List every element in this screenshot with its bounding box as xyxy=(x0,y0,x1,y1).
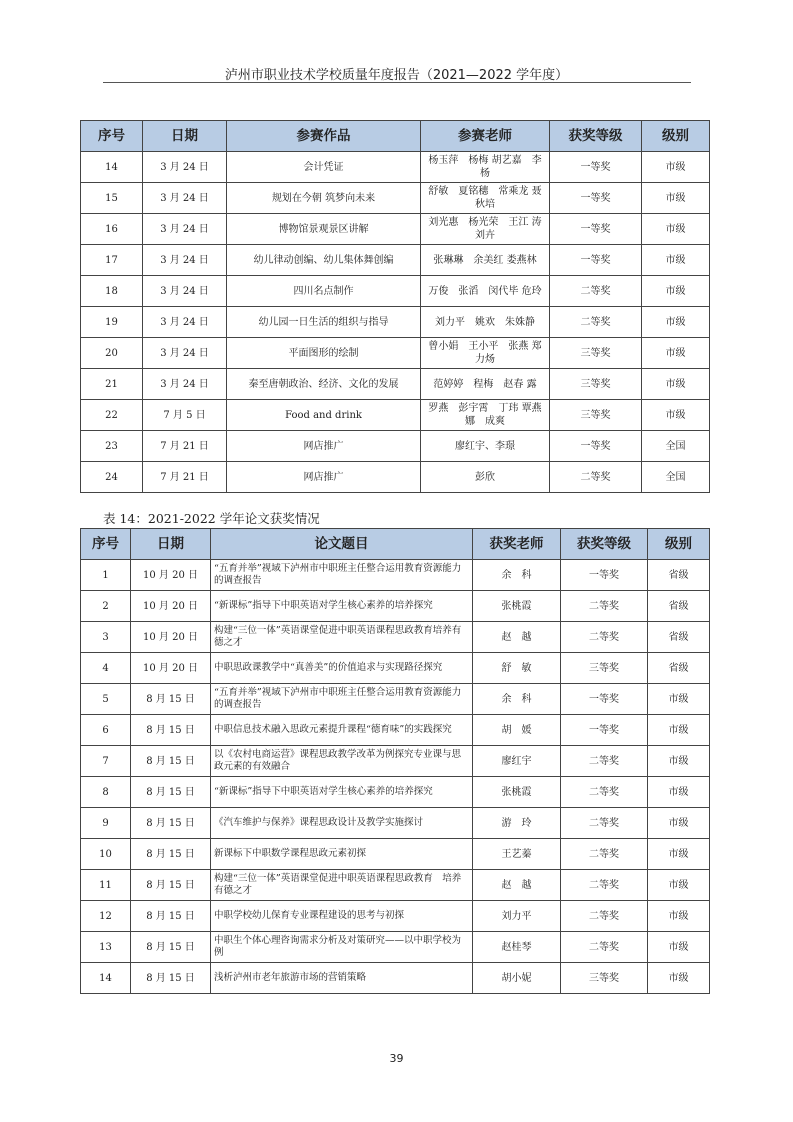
page-header-title: 泸州市职业技术学校质量年度报告（2021—2022 学年度） xyxy=(224,68,569,83)
cell-teachers: 张琳琳 余美红 娄燕林 xyxy=(421,245,550,276)
table-row xyxy=(81,808,710,839)
col-header-index: 序号 xyxy=(81,121,143,152)
cell-index: 2 xyxy=(81,591,131,622)
col-header-paper-title: 论文题目 xyxy=(211,529,473,560)
table-row xyxy=(81,245,710,276)
cell-index: 19 xyxy=(81,307,143,338)
cell-entry: 幼儿律动创编、幼儿集体舞创编 xyxy=(227,245,421,276)
cell-index: 1 xyxy=(81,560,131,591)
cell-level: 市级 xyxy=(648,684,710,715)
cell-paper-title: “五育并举”视域下泸州市中职班主任整合运用教育资源能力的调查报告 xyxy=(211,560,473,591)
table-row xyxy=(81,400,710,431)
cell-paper-title: 中职生个体心理咨询需求分析及对策研究——以中职学校为例 xyxy=(211,932,473,963)
cell-teachers: 廖红宇、李璟 xyxy=(421,431,550,462)
cell-date: 3 月 24 日 xyxy=(143,183,227,214)
cell-date: 7 月 21 日 xyxy=(143,462,227,493)
page-number: 39 xyxy=(389,1052,404,1065)
cell-entry: 会计凭证 xyxy=(227,152,421,183)
table-row xyxy=(81,839,710,870)
col-header-entry: 参赛作品 xyxy=(227,121,421,152)
cell-index: 14 xyxy=(81,152,143,183)
table-body xyxy=(81,560,710,994)
cell-paper-title: 新课标下中职数学课程思政元素初探 xyxy=(211,839,473,870)
cell-date: 8 月 15 日 xyxy=(131,870,211,901)
cell-level: 市级 xyxy=(642,369,710,400)
cell-date: 8 月 15 日 xyxy=(131,808,211,839)
cell-level: 市级 xyxy=(648,901,710,932)
table-row xyxy=(81,338,710,369)
cell-award: 二等奖 xyxy=(561,746,648,777)
cell-paper-title: “新课标”指导下中职英语对学生核心素养的培养探究 xyxy=(211,591,473,622)
cell-index: 5 xyxy=(81,684,131,715)
cell-level: 市级 xyxy=(648,746,710,777)
cell-date: 8 月 15 日 xyxy=(131,746,211,777)
cell-teacher: 廖红宇 xyxy=(473,746,561,777)
cell-teachers: 杨玉萍 杨梅 胡艺嘉 李杨 xyxy=(421,152,550,183)
paper-awards-table xyxy=(80,528,710,994)
cell-teachers: 刘光惠 杨光荣 王江 涛 刘卉 xyxy=(421,214,550,245)
col-header-teacher: 获奖老师 xyxy=(473,529,561,560)
cell-paper-title: 《汽车维护与保养》课程思政设计及教学实施探讨 xyxy=(211,808,473,839)
cell-level: 省级 xyxy=(648,622,710,653)
cell-teacher: 胡 媛 xyxy=(473,715,561,746)
cell-award: 二等奖 xyxy=(561,901,648,932)
cell-index: 7 xyxy=(81,746,131,777)
col-header-level: 级别 xyxy=(648,529,710,560)
cell-teacher: 赵 越 xyxy=(473,870,561,901)
cell-index: 15 xyxy=(81,183,143,214)
cell-index: 24 xyxy=(81,462,143,493)
cell-date: 10 月 20 日 xyxy=(131,591,211,622)
cell-index: 20 xyxy=(81,338,143,369)
cell-date: 8 月 15 日 xyxy=(131,932,211,963)
table-row xyxy=(81,462,710,493)
table-row xyxy=(81,746,710,777)
cell-date: 10 月 20 日 xyxy=(131,653,211,684)
cell-date: 3 月 24 日 xyxy=(143,338,227,369)
cell-level: 全国 xyxy=(642,462,710,493)
cell-teacher: 赵桂琴 xyxy=(473,932,561,963)
cell-level: 省级 xyxy=(648,591,710,622)
cell-award: 一等奖 xyxy=(561,560,648,591)
cell-date: 7 月 21 日 xyxy=(143,431,227,462)
cell-date: 3 月 24 日 xyxy=(143,245,227,276)
cell-award: 三等奖 xyxy=(550,369,642,400)
cell-level: 省级 xyxy=(648,653,710,684)
cell-award: 一等奖 xyxy=(561,715,648,746)
cell-index: 22 xyxy=(81,400,143,431)
col-header-award: 获奖等级 xyxy=(561,529,648,560)
cell-entry: 四川名点制作 xyxy=(227,276,421,307)
cell-level: 市级 xyxy=(642,400,710,431)
cell-entry: 幼儿园一日生活的组织与指导 xyxy=(227,307,421,338)
cell-teacher: 赵 越 xyxy=(473,622,561,653)
cell-level: 市级 xyxy=(648,715,710,746)
cell-award: 二等奖 xyxy=(550,307,642,338)
cell-level: 市级 xyxy=(642,214,710,245)
cell-index: 9 xyxy=(81,808,131,839)
cell-level: 市级 xyxy=(642,307,710,338)
table-header-row xyxy=(81,529,710,560)
cell-entry: 秦至唐朝政治、经济、文化的发展 xyxy=(227,369,421,400)
table-row xyxy=(81,777,710,808)
cell-paper-title: 构建“三位一体”英语课堂促进中职英语课程思政教育 培养有德之才 xyxy=(211,870,473,901)
cell-date: 8 月 15 日 xyxy=(131,839,211,870)
cell-index: 18 xyxy=(81,276,143,307)
cell-paper-title: 中职思政课教学中“真善美”的价值追求与实现路径探究 xyxy=(211,653,473,684)
cell-entry: Food and drink xyxy=(227,400,421,431)
cell-level: 市级 xyxy=(642,338,710,369)
cell-date: 8 月 15 日 xyxy=(131,777,211,808)
cell-level: 市级 xyxy=(648,808,710,839)
cell-index: 4 xyxy=(81,653,131,684)
table-row xyxy=(81,870,710,901)
cell-level: 市级 xyxy=(648,932,710,963)
cell-entry: 规划在今朝 筑梦向未来 xyxy=(227,183,421,214)
cell-award: 二等奖 xyxy=(561,870,648,901)
cell-teacher: 余 科 xyxy=(473,684,561,715)
table-row xyxy=(81,214,710,245)
table-row xyxy=(81,684,710,715)
table-row xyxy=(81,152,710,183)
cell-entry: 博物馆景观景区讲解 xyxy=(227,214,421,245)
col-header-award: 获奖等级 xyxy=(550,121,642,152)
cell-paper-title: 以《农村电商运营》课程思政教学改革为例探究专业课与思政元素的有效融合 xyxy=(211,746,473,777)
cell-award: 一等奖 xyxy=(550,431,642,462)
cell-paper-title: “五育并举”视域下泸州市中职班主任整合运用教育资源能力的调查报告 xyxy=(211,684,473,715)
cell-award: 三等奖 xyxy=(550,400,642,431)
cell-teacher: 张桃霞 xyxy=(473,777,561,808)
cell-award: 二等奖 xyxy=(561,808,648,839)
cell-entry: 平面图形的绘制 xyxy=(227,338,421,369)
cell-teachers: 舒敏 夏铭穗 常乘龙 聂秋培 xyxy=(421,183,550,214)
cell-date: 3 月 24 日 xyxy=(143,276,227,307)
cell-date: 10 月 20 日 xyxy=(131,622,211,653)
cell-teacher: 刘力平 xyxy=(473,901,561,932)
cell-entry: 网店推广 xyxy=(227,431,421,462)
cell-level: 全国 xyxy=(642,431,710,462)
cell-index: 14 xyxy=(81,963,131,994)
cell-award: 一等奖 xyxy=(550,152,642,183)
cell-paper-title: 构建“三位一体”英语课堂促进中职英语课程思政教育培养有德之才 xyxy=(211,622,473,653)
cell-date: 8 月 15 日 xyxy=(131,901,211,932)
table-row xyxy=(81,307,710,338)
cell-date: 7 月 5 日 xyxy=(143,400,227,431)
col-header-date: 日期 xyxy=(143,121,227,152)
table-caption: 表 14：2021-2022 学年论文获奖情况 xyxy=(103,511,320,526)
cell-award: 二等奖 xyxy=(561,839,648,870)
col-header-index: 序号 xyxy=(81,529,131,560)
cell-level: 市级 xyxy=(648,870,710,901)
cell-award: 一等奖 xyxy=(561,684,648,715)
table-row xyxy=(81,591,710,622)
cell-index: 23 xyxy=(81,431,143,462)
table-body xyxy=(81,152,710,493)
cell-teachers: 曾小娟 王小平 张燕 郑力炀 xyxy=(421,338,550,369)
cell-paper-title: 中职学校幼儿保育专业课程建设的思考与初探 xyxy=(211,901,473,932)
cell-date: 8 月 15 日 xyxy=(131,963,211,994)
cell-teachers: 罗燕 彭宇霄 丁玮 覃燕娜 成爽 xyxy=(421,400,550,431)
cell-teachers: 彭欣 xyxy=(421,462,550,493)
cell-award: 二等奖 xyxy=(550,276,642,307)
cell-teacher: 胡小妮 xyxy=(473,963,561,994)
cell-index: 16 xyxy=(81,214,143,245)
cell-teachers: 万俊 张滔 闵代毕 危玲 xyxy=(421,276,550,307)
cell-index: 13 xyxy=(81,932,131,963)
cell-award: 三等奖 xyxy=(561,963,648,994)
table-row xyxy=(81,622,710,653)
cell-index: 3 xyxy=(81,622,131,653)
cell-level: 市级 xyxy=(642,245,710,276)
cell-award: 一等奖 xyxy=(550,214,642,245)
cell-level: 市级 xyxy=(642,276,710,307)
cell-date: 8 月 15 日 xyxy=(131,684,211,715)
cell-level: 市级 xyxy=(642,152,710,183)
cell-level: 省级 xyxy=(648,560,710,591)
cell-teacher: 余 科 xyxy=(473,560,561,591)
cell-award: 三等奖 xyxy=(550,338,642,369)
col-header-teachers: 参赛老师 xyxy=(421,121,550,152)
cell-teacher: 王艺蓁 xyxy=(473,839,561,870)
cell-teachers: 刘力平 姚欢 朱姝静 xyxy=(421,307,550,338)
cell-teacher: 舒 敏 xyxy=(473,653,561,684)
cell-date: 10 月 20 日 xyxy=(131,560,211,591)
cell-award: 二等奖 xyxy=(550,462,642,493)
table-row xyxy=(81,715,710,746)
cell-award: 二等奖 xyxy=(561,777,648,808)
cell-date: 8 月 15 日 xyxy=(131,715,211,746)
table-row xyxy=(81,369,710,400)
cell-level: 市级 xyxy=(648,963,710,994)
cell-award: 一等奖 xyxy=(550,245,642,276)
cell-teacher: 游 玲 xyxy=(473,808,561,839)
header-rule xyxy=(103,82,691,83)
cell-paper-title: 浅析泸州市老年旅游市场的营销策略 xyxy=(211,963,473,994)
cell-level: 市级 xyxy=(648,777,710,808)
cell-index: 6 xyxy=(81,715,131,746)
cell-index: 11 xyxy=(81,870,131,901)
cell-level: 市级 xyxy=(642,183,710,214)
table-row xyxy=(81,932,710,963)
cell-date: 3 月 24 日 xyxy=(143,152,227,183)
cell-paper-title: “新课标”指导下中职英语对学生核心素养的培养探究 xyxy=(211,777,473,808)
cell-teachers: 范婷婷 程梅 赵春 露 xyxy=(421,369,550,400)
col-header-level: 级别 xyxy=(642,121,710,152)
cell-index: 8 xyxy=(81,777,131,808)
cell-index: 12 xyxy=(81,901,131,932)
table-row xyxy=(81,560,710,591)
cell-level: 市级 xyxy=(648,839,710,870)
cell-entry: 网店推广 xyxy=(227,462,421,493)
table-row xyxy=(81,653,710,684)
cell-award: 二等奖 xyxy=(561,622,648,653)
cell-paper-title: 中职信息技术融入思政元素提升课程“德育味”的实践探究 xyxy=(211,715,473,746)
table-row xyxy=(81,276,710,307)
cell-award: 二等奖 xyxy=(561,591,648,622)
table-row xyxy=(81,431,710,462)
competition-awards-table xyxy=(80,120,710,493)
cell-date: 3 月 24 日 xyxy=(143,214,227,245)
cell-date: 3 月 24 日 xyxy=(143,369,227,400)
col-header-date: 日期 xyxy=(131,529,211,560)
cell-date: 3 月 24 日 xyxy=(143,307,227,338)
cell-award: 一等奖 xyxy=(550,183,642,214)
table-row xyxy=(81,183,710,214)
cell-award: 二等奖 xyxy=(561,932,648,963)
cell-index: 17 xyxy=(81,245,143,276)
table-header-row xyxy=(81,121,710,152)
table-row xyxy=(81,963,710,994)
table-row xyxy=(81,901,710,932)
cell-award: 三等奖 xyxy=(561,653,648,684)
cell-index: 21 xyxy=(81,369,143,400)
cell-index: 10 xyxy=(81,839,131,870)
cell-teacher: 张桃霞 xyxy=(473,591,561,622)
